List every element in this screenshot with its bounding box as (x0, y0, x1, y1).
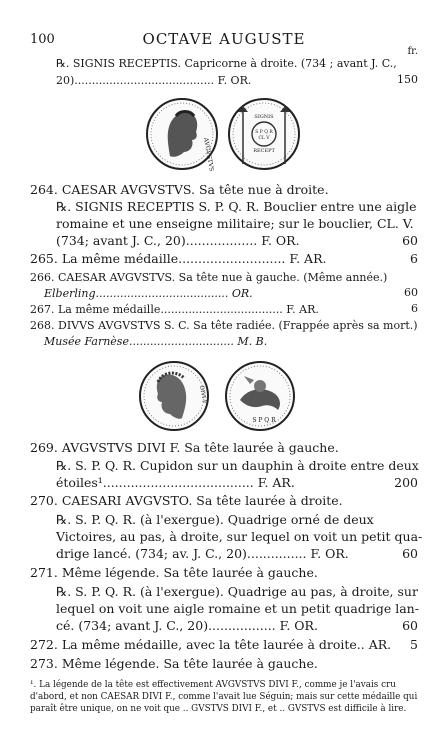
entry-price: 60 (402, 546, 418, 561)
entry-line: romaine et une enseigne militaire; sur le bouclier, CL. V. (56, 216, 414, 231)
coin-illustration-1 (140, 94, 310, 174)
entry-line: ℞. S. P. Q. R. (à l'exergue). Quadrige au pas, à droite, sur (56, 584, 418, 599)
coin-pair-2-svg (132, 356, 308, 436)
entry-line: Victoires, au pas, à droite, sur lequel on voit un petit qua- (56, 529, 423, 544)
page-title: OCTAVE AUGUSTE (142, 30, 306, 48)
entry-line: drige lancé. (734; av. J. C., 20)............... F. OR. (56, 546, 349, 561)
entry-price: 150 (397, 73, 418, 86)
entry-line: ℞. S. P. Q. R. (à l'exergue). Quadrige orné de deux (56, 512, 374, 527)
entry-line: cé. (734; avant J. C., 20)................. F. OR. (56, 618, 318, 633)
page-number: 100 (30, 32, 55, 47)
entry-line: ℞. SIGNIS RECEPTIS S. P. Q. R. Bouclier entre une aigle (56, 199, 417, 214)
entry-line: Musée Farnèse.............................. M. B. (44, 335, 268, 348)
entry-266: 266. CAESAR AVGVSTVS. Sa tête nue à gauche. (Même année.) (30, 271, 388, 284)
footnote-line: ¹. La légende de la tête est effectivement AVGVSTVS DIVI F., comme je l'avais cru (30, 680, 396, 690)
svg-text:S P Q R: S P Q R (255, 130, 273, 135)
entry-price: 60 (402, 618, 418, 633)
entry-line: lequel on voit une aigle romaine et un petit quadrige lan- (56, 601, 419, 616)
entry-273: 273. Même légende. Sa tête laurée à gauche. (30, 656, 318, 671)
svg-text:DIVI F: DIVI F (198, 385, 208, 405)
coin-pair-1-svg (140, 94, 310, 174)
entry-line: ℞. S. P. Q. R. Cupidon sur un dauphin à droite entre deux (56, 458, 419, 473)
entry-272: 272. La même médaille, avec la tête laurée à droite.. AR. (30, 637, 392, 652)
currency-label: fr. (407, 46, 418, 57)
entry-price: 60 (404, 286, 418, 299)
entry-price: 5 (410, 637, 418, 652)
entry-269: 269. AVGVSTVS DIVI F. Sa tête laurée à gauche. (30, 440, 339, 455)
entry-271: 271. Même légende. Sa tête laurée à gauche. (30, 565, 318, 580)
entry-price: 6 (410, 251, 418, 266)
entry-264: 264. CAESAR AVGVSTVS. Sa tête nue à droite. (30, 182, 329, 197)
entry-line: 20)........................................ F. OR. (56, 74, 252, 87)
entry-line: ℞. SIGNIS RECEPTIS. Capricorne à droite. (734 ; avant J. C., (56, 57, 397, 70)
footnote-line: paraît être unique, on ne voit que .. GVSTVS DIVI F., et .. GVSTVS est difficile à lire. (30, 704, 407, 714)
entry-268: 268. DIVVS AVGVSTVS S. C. Sa tête radiée. (Frappée après sa mort.) (30, 319, 418, 332)
running-header (30, 30, 418, 57)
svg-text:CL V: CL V (258, 136, 270, 141)
entry-line: étoiles¹...................................... F. AR. (56, 475, 295, 490)
entry-line: (734; avant J. C., 20).................. F. OR. (56, 233, 300, 248)
svg-text:S P Q R: S P Q R (252, 417, 276, 424)
entry-price: 60 (402, 233, 418, 248)
footnote-line: d'abord, et non CAESAR DIVI F., comme l'avait lue Séguin; mais sur cette médaille qui (30, 692, 418, 702)
entry-267: 267. La même médaille................................... F. AR. (30, 303, 319, 316)
svg-text:SIGNIS: SIGNIS (254, 114, 274, 120)
svg-text:AVGVSTVS: AVGVSTVS (202, 137, 215, 172)
entry-265: 265. La même médaille........................... F. AR. (30, 251, 327, 266)
entry-price: 6 (411, 302, 418, 315)
coin-illustration-2 (132, 356, 308, 436)
entry-line: Elberling...................................... OR. (44, 287, 253, 300)
entry-270: 270. CAESARI AVGVSTO. Sa tête laurée à droite. (30, 493, 343, 508)
svg-text:RECEPT: RECEPT (253, 148, 275, 154)
entry-price: 200 (394, 475, 418, 490)
